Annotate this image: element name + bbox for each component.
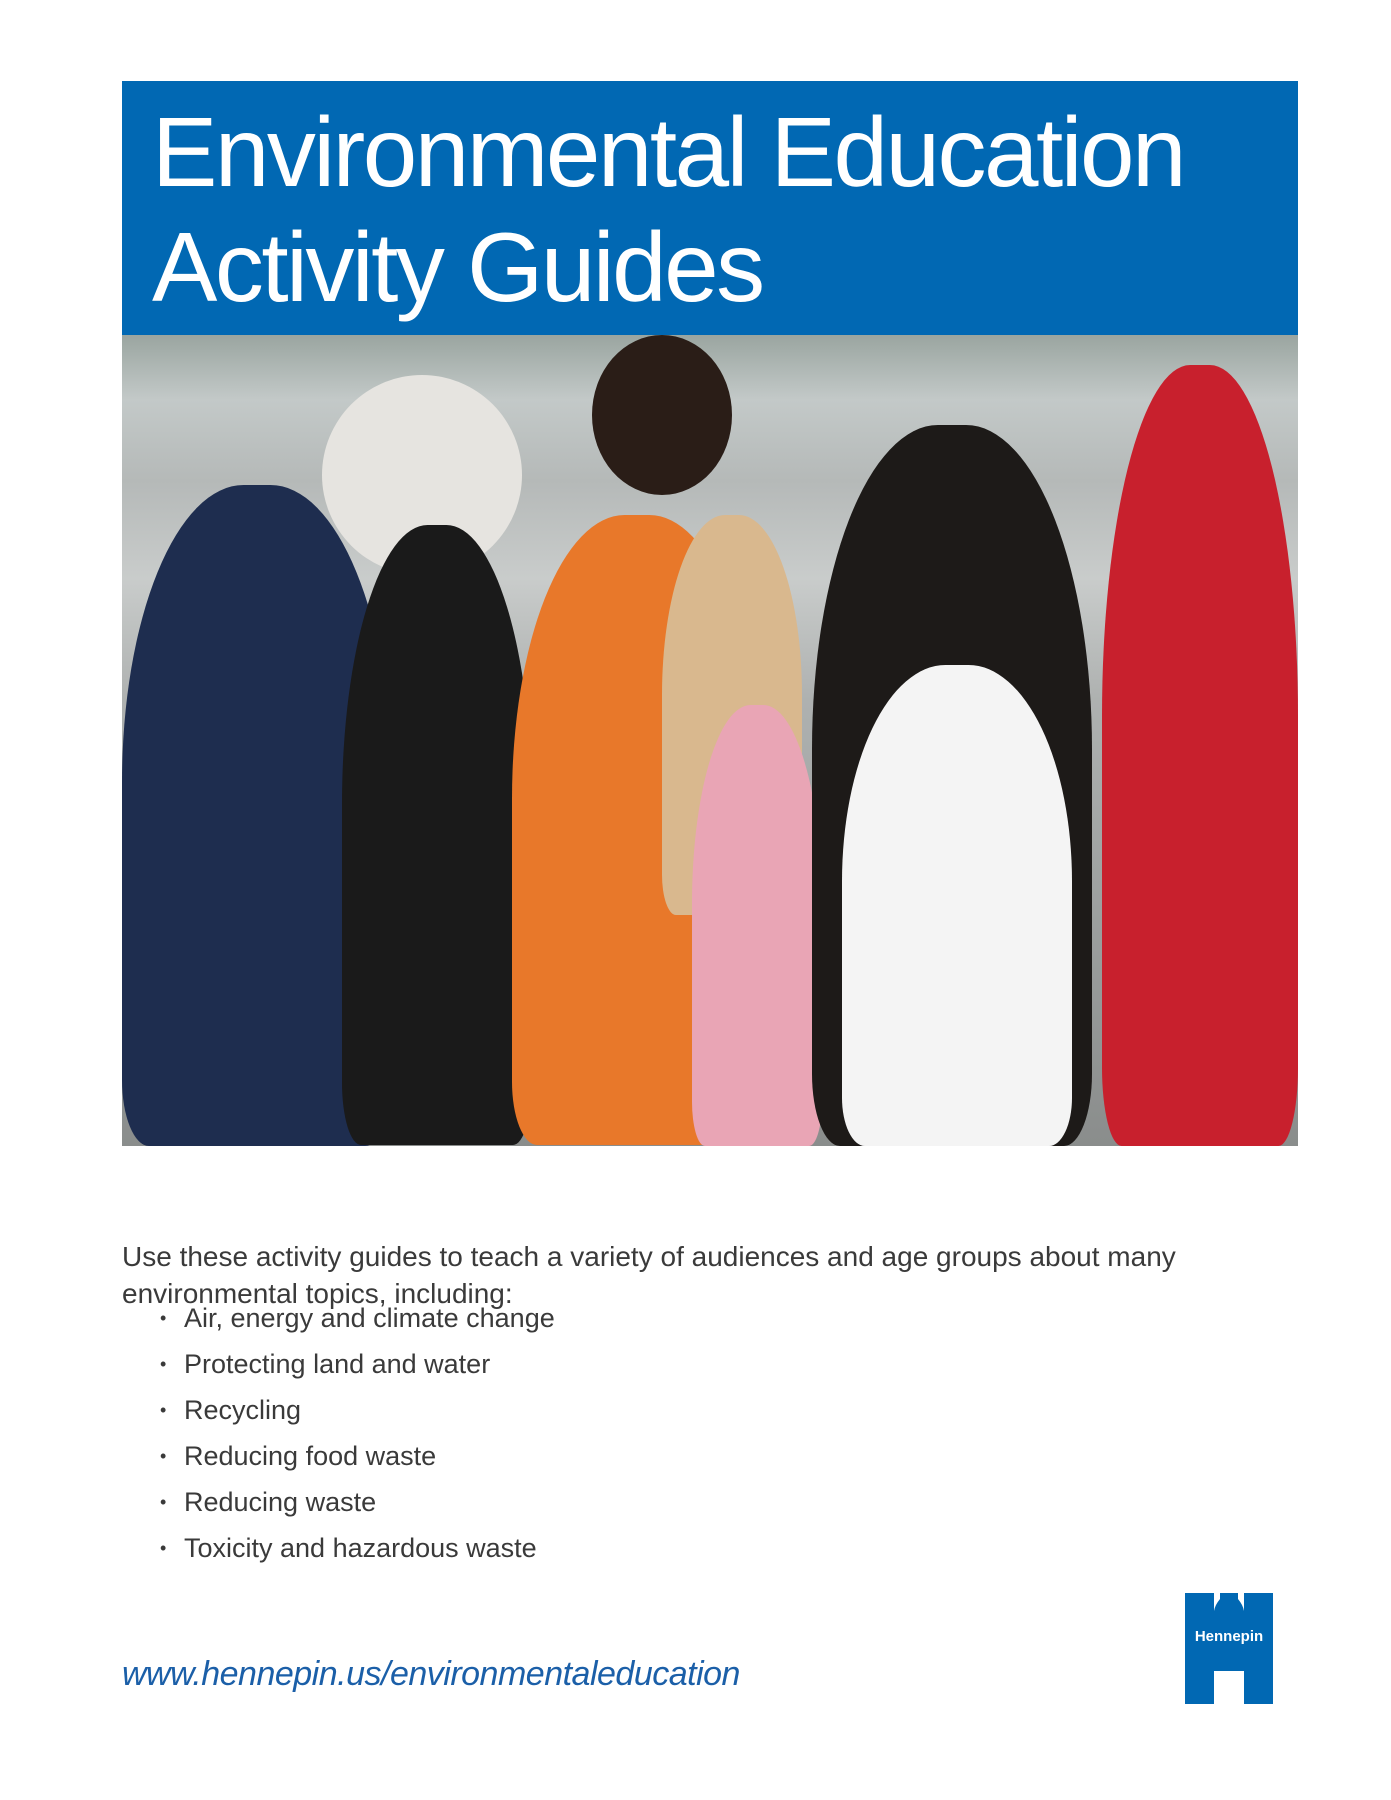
topic-list xyxy=(160,1295,555,1571)
cover-photo xyxy=(122,335,1298,1146)
topic-label: Reducing waste xyxy=(184,1487,377,1517)
topic-label: Air, energy and climate change xyxy=(184,1303,555,1333)
title-line-2: Activity Guides xyxy=(152,212,763,322)
list-item: • Toxicity and hazardous waste xyxy=(160,1525,555,1571)
title-banner xyxy=(122,81,1298,335)
list-item: • Recycling xyxy=(160,1387,555,1433)
hennepin-logo xyxy=(1185,1593,1273,1704)
title-line-1: Environmental Education xyxy=(152,97,1185,207)
topic-label: Recycling xyxy=(184,1395,302,1425)
list-item: • Reducing waste xyxy=(160,1479,555,1525)
svg-text:Hennepin: Hennepin xyxy=(1194,1628,1264,1645)
list-item: • Air, energy and climate change xyxy=(160,1295,555,1341)
topic-label: Toxicity and hazardous waste xyxy=(184,1533,537,1563)
topic-label: Protecting land and water xyxy=(184,1349,491,1379)
list-item: • Reducing food waste xyxy=(160,1433,555,1479)
list-item: • Protecting land and water xyxy=(160,1341,555,1387)
intro-text: Use these activity guides to teach a variety of audiences and age groups about many environmental topics, including: xyxy=(122,1241,1176,1309)
topic-label: Reducing food waste xyxy=(184,1441,437,1471)
page-title xyxy=(152,95,1184,325)
website-link[interactable]: www.hennepin.us/environmentaleducation xyxy=(122,1655,740,1693)
